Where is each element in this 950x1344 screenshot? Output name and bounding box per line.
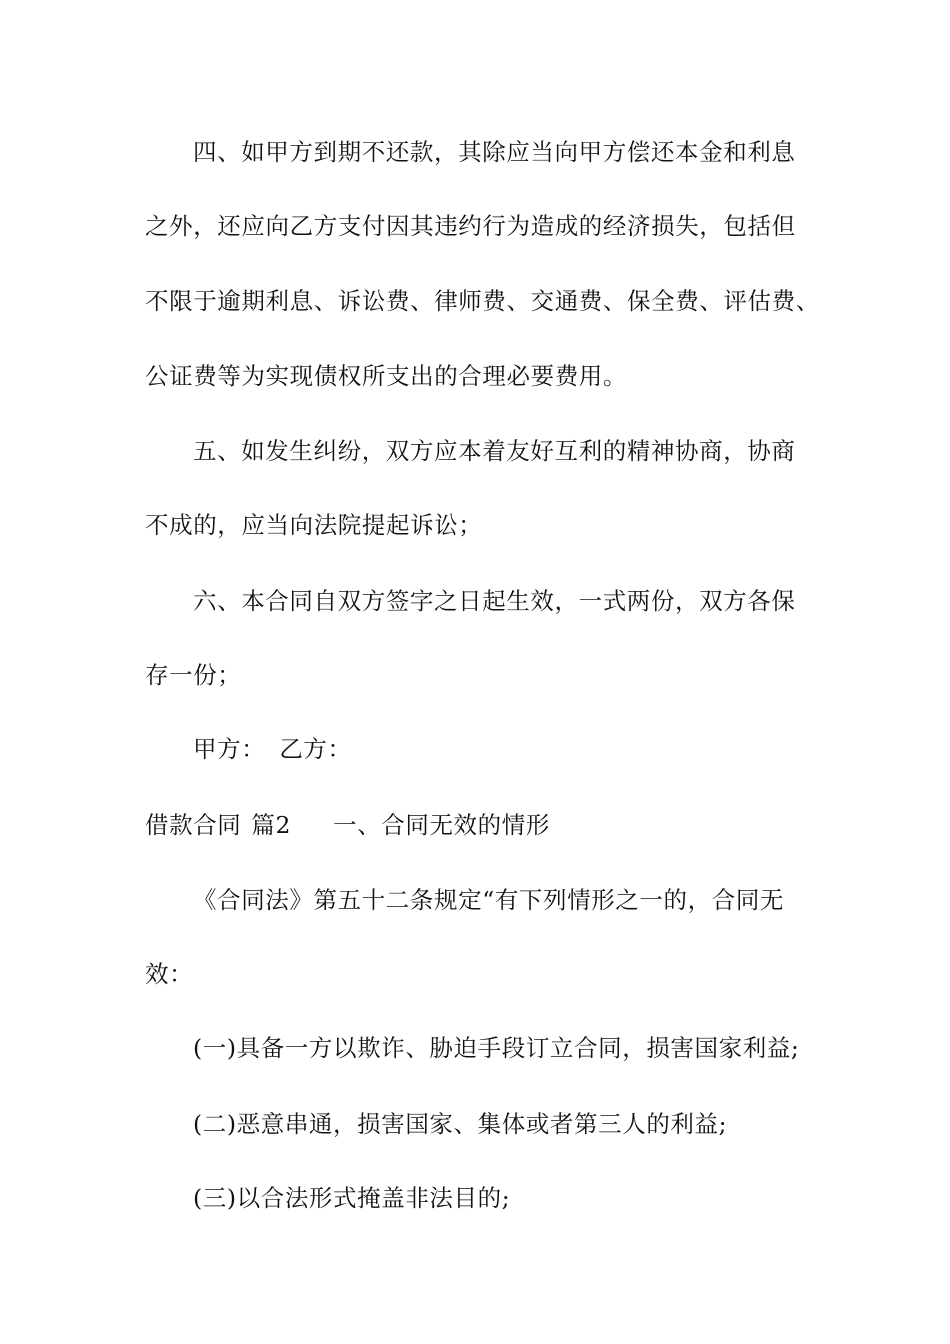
law-quote-line-1: 《合同法》第五十二条规定“有下列情形之一的，合同无: [193, 886, 785, 914]
paragraph-6-line-1: 六、本合同自双方签字之日起生效，一式两份，双方各保: [193, 587, 796, 615]
party-b-label: 乙方：: [279, 735, 352, 763]
clause-2: (二)恶意串通，损害国家、集体或者第三人的利益;: [193, 1110, 728, 1138]
section-2-title-line: [145, 809, 550, 841]
party-a-label: 甲方：: [193, 735, 266, 763]
paragraph-5-line-1: 五、如发生纠纷，双方应本着友好互利的精神协商，协商: [193, 437, 796, 465]
section-title: 借款合同: [145, 811, 242, 839]
paragraph-4-line-2: 之外，还应向乙方支付因其违约行为造成的经济损失，包括但: [145, 212, 796, 240]
paragraph-4-line-4: 公证费等为实现债权所支出的合理必要费用。: [145, 362, 627, 390]
paragraph-4-line-3: 不限于逾期利息、诉讼费、律师费、交通费、保全费、评估费、: [145, 287, 820, 315]
clause-1: (一)具备一方以欺诈、胁迫手段订立合同，损害国家利益;: [193, 1034, 800, 1062]
clause-3: (三)以合法形式掩盖非法目的;: [193, 1184, 511, 1212]
paragraph-4-line-1: 四、如甲方到期不还款，其除应当向甲方偿还本金和利息: [193, 138, 796, 166]
paragraph-5-line-2: 不成的，应当向法院提起诉讼；: [145, 511, 483, 539]
section-number: 篇2: [251, 811, 292, 839]
law-quote-line-2: 效：: [145, 960, 194, 988]
paragraph-6-line-2: 存一份；: [145, 661, 242, 689]
signature-line: [193, 733, 352, 765]
section-heading: 一、合同无效的情形: [333, 811, 550, 839]
